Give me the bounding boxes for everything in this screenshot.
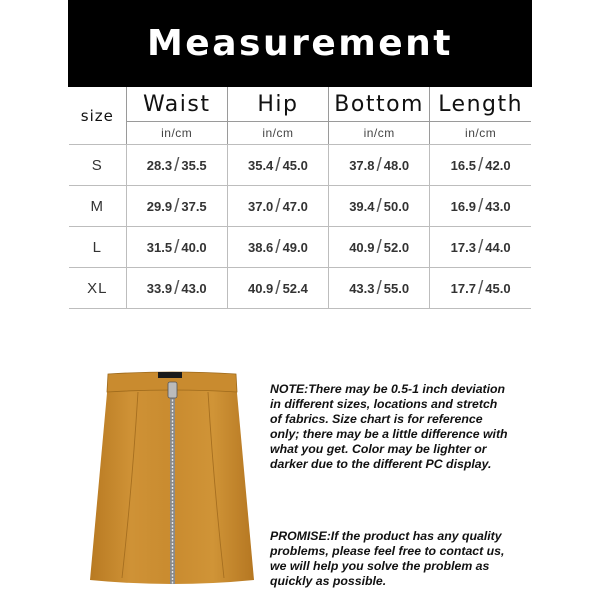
cm-value: 47.0 — [282, 199, 308, 214]
unit-label: in/cm — [227, 122, 328, 145]
note-text: NOTE:There may be 0.5-1 inch deviation in different sizes, locations and stretch of fabrics. Size chart is for reference only; there may be a little difference with what you get. Color may be lighter or darker due to the different PC display. — [270, 382, 508, 471]
table-row — [69, 227, 531, 268]
cm-value: 52.0 — [383, 240, 410, 255]
table-row — [69, 268, 531, 309]
slash-separator: / — [174, 196, 180, 217]
slash-separator: / — [275, 155, 281, 176]
slash-separator: / — [477, 196, 484, 217]
measurement-cell — [329, 227, 430, 268]
inch-value: 39.4 — [349, 199, 375, 214]
cm-value: 43.0 — [485, 199, 511, 214]
header-bar — [68, 0, 532, 87]
inch-value: 43.3 — [349, 281, 375, 296]
measurement-cell — [430, 145, 531, 186]
size-cell: M — [69, 186, 126, 227]
inch-value: 37.0 — [247, 199, 274, 214]
unit-row — [69, 122, 531, 145]
page-title: Measurement — [146, 23, 454, 64]
unit-label: in/cm — [430, 122, 531, 145]
measurement-cell — [329, 145, 430, 186]
table-row — [69, 145, 531, 186]
inch-value: 17.3 — [450, 240, 476, 255]
inch-value: 40.9 — [349, 240, 375, 255]
measurement-cell — [430, 186, 531, 227]
cm-value: 45.0 — [485, 281, 511, 296]
table-header-row — [69, 87, 531, 122]
inch-value: 16.9 — [450, 199, 476, 214]
measurement-cell — [227, 227, 328, 268]
measurement-cell — [126, 227, 227, 268]
cm-value: 35.5 — [181, 158, 207, 173]
slash-separator: / — [275, 237, 281, 258]
slash-separator: / — [376, 196, 382, 217]
slash-separator: / — [376, 155, 382, 176]
inch-value: 33.9 — [146, 281, 173, 296]
inch-value: 31.5 — [146, 240, 173, 255]
slash-separator: / — [477, 155, 484, 176]
skirt-label — [158, 372, 182, 378]
cm-value: 45.0 — [282, 158, 308, 173]
size-cell: XL — [69, 268, 126, 309]
measurement-cell — [126, 145, 227, 186]
zipper-pull — [168, 382, 177, 398]
cm-value: 55.0 — [383, 281, 410, 296]
skirt-image — [60, 368, 278, 590]
size-column-header: size — [69, 87, 126, 145]
slash-separator: / — [275, 278, 281, 299]
size-chart-table — [69, 87, 531, 309]
column-header-length: Length — [430, 87, 531, 122]
measurement-cell — [126, 186, 227, 227]
slash-separator: / — [376, 237, 382, 258]
measurement-cell — [430, 227, 531, 268]
measurement-cell — [329, 268, 430, 309]
inch-value: 40.9 — [247, 281, 274, 296]
unit-label: in/cm — [329, 122, 430, 145]
inch-value: 38.6 — [247, 240, 274, 255]
size-cell: L — [69, 227, 126, 268]
slash-separator: / — [376, 278, 382, 299]
cm-value: 52.4 — [282, 281, 308, 296]
measurement-cell — [126, 268, 227, 309]
cm-value: 50.0 — [383, 199, 410, 214]
measurement-cell — [227, 145, 328, 186]
cm-value: 44.0 — [485, 240, 511, 255]
column-header-bottom: Bottom — [329, 87, 430, 122]
column-header-hip: Hip — [227, 87, 328, 122]
inch-value: 17.7 — [450, 281, 476, 296]
slash-separator: / — [174, 237, 180, 258]
column-header-waist: Waist — [126, 87, 227, 122]
slash-separator: / — [174, 155, 180, 176]
slash-separator: / — [477, 237, 484, 258]
inch-value: 28.3 — [146, 158, 173, 173]
cm-value: 37.5 — [181, 199, 207, 214]
inch-value: 35.4 — [247, 158, 274, 173]
size-cell: S — [69, 145, 126, 186]
cm-value: 42.0 — [485, 158, 511, 173]
measurement-cell — [430, 268, 531, 309]
unit-label: in/cm — [126, 122, 227, 145]
measurement-cell — [227, 268, 328, 309]
inch-value: 37.8 — [349, 158, 375, 173]
inch-value: 29.9 — [146, 199, 173, 214]
measurement-cell — [227, 186, 328, 227]
slash-separator: / — [174, 278, 180, 299]
cm-value: 48.0 — [383, 158, 410, 173]
cm-value: 49.0 — [282, 240, 308, 255]
table-row — [69, 186, 531, 227]
cm-value: 40.0 — [181, 240, 207, 255]
measurement-cell — [329, 186, 430, 227]
inch-value: 16.5 — [450, 158, 476, 173]
promise-text: PROMISE:If the product has any quality problems, please feel free to contact us, we will help you solve the problem as quickly as possible. — [270, 529, 505, 588]
slash-separator: / — [477, 278, 484, 299]
slash-separator: / — [275, 196, 281, 217]
cm-value: 43.0 — [181, 281, 207, 296]
